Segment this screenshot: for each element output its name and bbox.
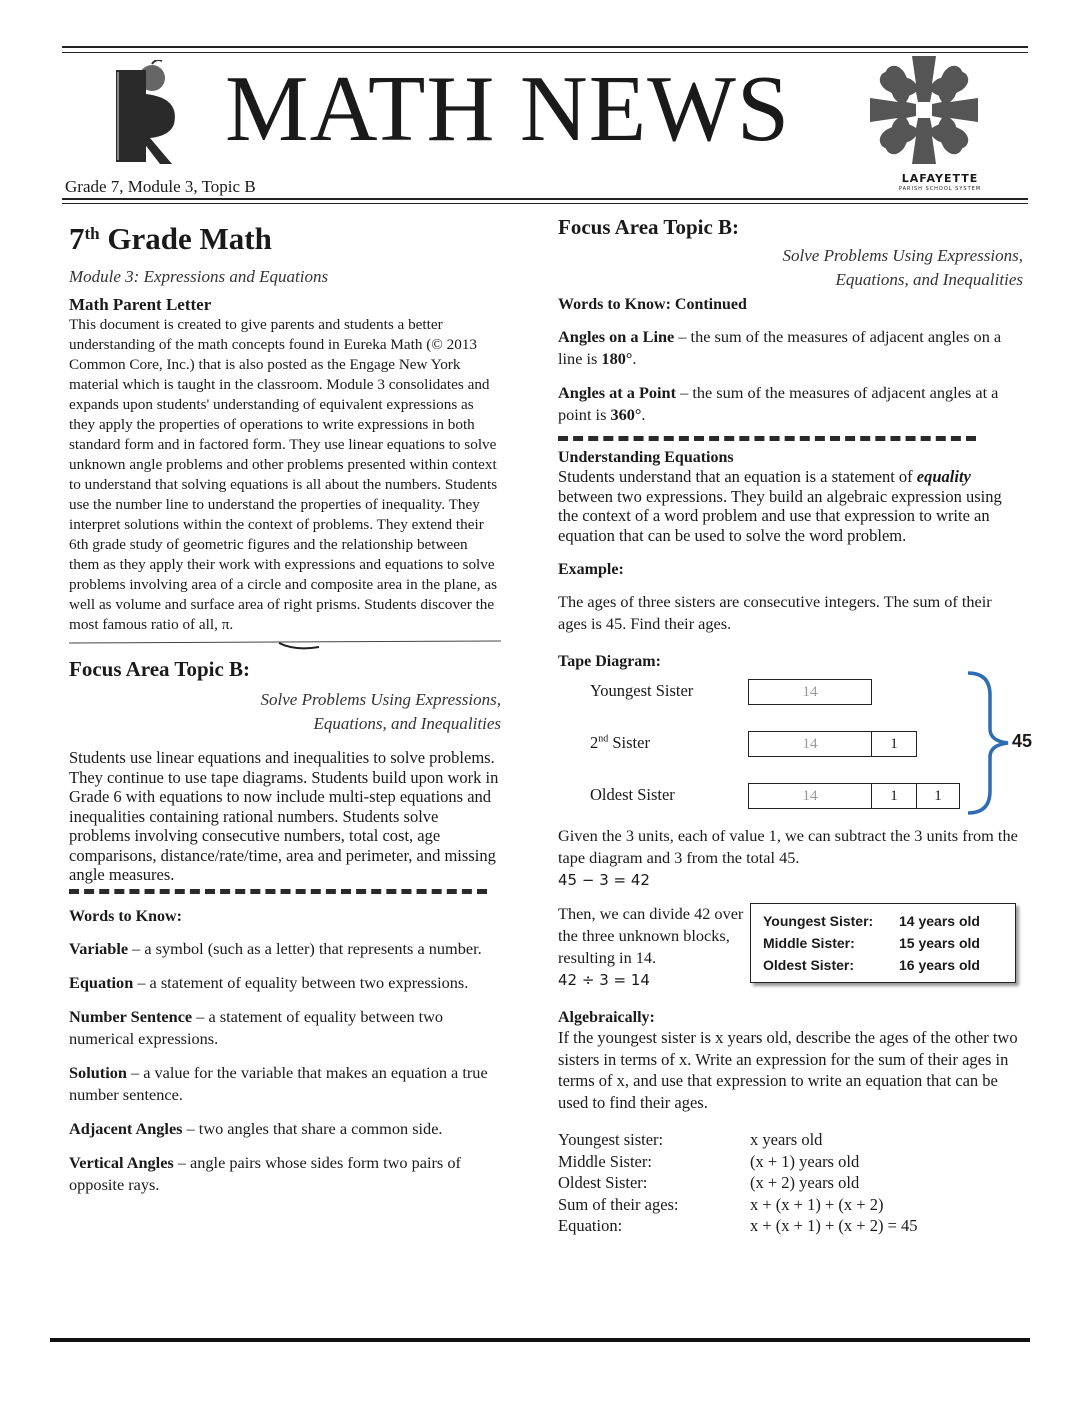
- term-name: Variable: [69, 938, 129, 958]
- alg-label: Youngest sister:: [558, 1130, 664, 1149]
- terms-list: [69, 938, 501, 1196]
- grade-module-topic: Grade 7, Module 3, Topic B: [65, 177, 256, 196]
- grade-suffix: th: [84, 224, 100, 243]
- alg-row: [558, 1129, 1023, 1151]
- term-definition: – a value for the variable that makes an equation a true number sentence.: [69, 1062, 488, 1104]
- tape-label-youngest: Youngest Sister: [590, 681, 694, 700]
- understanding-post: between two expressions. They build an algebraic expression using the context of a word problem and use that expression to write an equation that can be used to solve the word problem.: [558, 486, 1002, 545]
- district-name: [880, 172, 1000, 192]
- term-name: Number Sentence: [69, 1006, 193, 1026]
- term-definition: – two angles that share a common side.: [182, 1118, 443, 1138]
- alg-expression: x + (x + 1) + (x + 2): [750, 1194, 884, 1214]
- focus-heading-left: Focus Area Topic B:: [69, 657, 251, 682]
- grade-title: [69, 220, 501, 257]
- alg-rows: [558, 1129, 1023, 1237]
- tape-cell: 1: [916, 783, 960, 809]
- tape-label-oldest: Oldest Sister: [590, 785, 675, 804]
- alg-expression: (x + 1) years old: [750, 1151, 860, 1171]
- grade-title-text: Grade Math: [99, 221, 272, 256]
- understanding-heading: Understanding Equations: [558, 449, 734, 466]
- alg-label: Sum of their ages:: [558, 1194, 679, 1214]
- bottom-rule: [50, 1338, 1030, 1342]
- understanding-body: [558, 467, 1023, 545]
- term-item: [69, 1118, 501, 1140]
- parent-letter-body: This document is created to give parents and students a better understanding of the math concepts found in Eureka Math (© 2013 Common Core, Inc.) that is also posted as the Engage New York material which is taught in the classroom. Module 3 consolidates and expands upon students' understanding of equivalent expressions as they apply the properties of operations to write expressions in both standard form and in factored form. They use linear equations to solve unknown angle problems and other problems presented within context to understand that solving equations is all about the numbers. Students use the number line to understand the properties of inequality. They interpret solutions within the context of problems. They extend their 6th grade study of geometric figures and the relationship between them as they apply their work with expressions and equations to solve problems involving area of a circle and composite area in the plane, as well as volume and surface area of right prisms. Students discover the most famous ratio of all, π.: [69, 316, 498, 634]
- age-value: 14 years old: [899, 913, 980, 929]
- age-row: [763, 932, 1003, 954]
- angles-point-def: – the sum of the measures of adjacent angles at a point is: [558, 383, 999, 424]
- tape-heading: Tape Diagram:: [558, 653, 661, 670]
- header-rule-thin: [62, 203, 1028, 204]
- masthead-title: MATH NEWS: [225, 57, 791, 161]
- top-rule-thin: [62, 52, 1028, 53]
- focus-heading-right: Focus Area Topic B:: [558, 215, 740, 239]
- district-sub-text: PARISH SCHOOL SYSTEM: [898, 186, 982, 192]
- angles-point-term-name: Angles at a Point: [558, 383, 677, 402]
- angles-line-def: – the sum of the measures of adjacent angles on a line is: [558, 327, 1002, 368]
- alg-row: [558, 1172, 1023, 1194]
- lafayette-cross-logo-icon: [868, 54, 980, 166]
- dashed-divider-left: [69, 889, 487, 894]
- then-equation: 42 ÷ 3 = 14: [558, 971, 650, 989]
- given-text: Given the 3 units, each of value 1, we can subtract the 3 units from the tape diagram and 3 from the total 45.: [558, 826, 1018, 867]
- header-rule: [62, 198, 1028, 200]
- angles-line-value: 180°: [601, 349, 633, 368]
- alg-expression: (x + 2) years old: [750, 1173, 860, 1192]
- words-continued-heading: Words to Know: Continued: [558, 296, 747, 313]
- focus-sub1-left: Solve Problems Using Expressions,: [260, 690, 501, 710]
- given-equation: 45 − 3 = 42: [558, 871, 650, 889]
- tape-total: 45: [1012, 731, 1033, 751]
- left-column: [69, 220, 501, 1196]
- alg-expression: x + (x + 1) + (x + 2) = 45: [750, 1216, 918, 1235]
- term-name: Solution: [69, 1062, 127, 1082]
- focus-sub2-right: Equations, and Inequalities: [835, 270, 1023, 289]
- ages-list: [763, 910, 1003, 976]
- ages-answer-box: [750, 903, 1016, 983]
- right-column: [558, 215, 1033, 1237]
- flourish-divider-icon: [69, 637, 501, 657]
- angles-point-value: 360°: [610, 405, 642, 424]
- angles-line-term-name: Angles on a Line: [558, 327, 675, 346]
- term-item: [69, 1062, 501, 1106]
- term-name: Vertical Angles: [69, 1152, 174, 1172]
- grade-number: 7: [69, 221, 85, 256]
- angles-point-term: Angles at a Point – the sum of the measures of adjacent angles at a point is 360°.: [558, 383, 999, 424]
- angles-line-term: Angles on a Line – the sum of the measures of adjacent angles on a line is 180°.: [558, 327, 1002, 368]
- then-text: Then, we can divide 42 over the three unknown blocks, resulting in 14.: [558, 904, 744, 967]
- top-rule: [62, 46, 1028, 48]
- understanding-em: equality: [916, 467, 971, 486]
- term-definition: – a statement of equality between two numerical expressions.: [69, 1006, 444, 1048]
- term-item: [69, 1006, 501, 1050]
- tape-cell: 14: [748, 783, 872, 809]
- tape-diagram: [558, 675, 1033, 815]
- focus-sub1-right: Solve Problems Using Expressions,: [782, 246, 1023, 265]
- alg-heading: Algebraically:: [558, 1009, 655, 1026]
- alg-label: Equation:: [558, 1216, 623, 1235]
- school-r-logo-icon: [108, 60, 188, 170]
- alg-body: If the youngest sister is x years old, describe the ages of the other two sisters in terms of x. Write an expression for the sum of their ages in terms of x, and use that expression to write an equation that can be used to find their ages.: [558, 1028, 1018, 1112]
- tape-label-second: 2nd Sister: [590, 733, 650, 752]
- alg-label: Middle Sister:: [558, 1151, 652, 1171]
- term-item: [69, 1152, 501, 1196]
- tape-cell: 14: [748, 731, 872, 757]
- example-body: The ages of three sisters are consecutive integers. The sum of their ages is 45. Find their ages.: [558, 592, 992, 633]
- term-item: [69, 938, 501, 960]
- tape-cell: 14: [748, 679, 872, 705]
- age-row: [763, 954, 1003, 976]
- understanding-pre: Students understand that an equation is a statement of: [558, 467, 917, 486]
- age-value: 16 years old: [899, 957, 980, 973]
- term-definition: – a symbol (such as a letter) that represents a number.: [128, 938, 482, 958]
- words-heading: Words to Know:: [69, 907, 182, 925]
- term-name: Equation: [69, 972, 134, 992]
- example-heading: Example:: [558, 561, 624, 578]
- alg-row: [558, 1151, 1023, 1173]
- term-item: [69, 972, 501, 994]
- age-who: Oldest Sister:: [763, 957, 855, 973]
- tape-cell: 1: [871, 783, 917, 809]
- term-definition: – a statement of equality between two expressions.: [133, 972, 469, 992]
- age-value: 15 years old: [899, 935, 980, 951]
- age-who: Middle Sister:: [763, 935, 855, 951]
- dashed-divider-right: [558, 436, 976, 441]
- district-name-text: LAFAYETTE: [901, 172, 979, 185]
- alg-row: [558, 1194, 1023, 1216]
- term-definition: – angle pairs whose sides form two pairs of opposite rays.: [69, 1152, 461, 1194]
- age-who: Youngest Sister:: [763, 913, 874, 929]
- focus-sub2-left: Equations, and Inequalities: [313, 714, 501, 734]
- term-name: Adjacent Angles: [69, 1118, 183, 1138]
- divide-section: [558, 903, 1023, 1007]
- alg-label: Oldest Sister:: [558, 1173, 648, 1192]
- parent-letter-heading: Math Parent Letter: [69, 295, 212, 315]
- focus-body-left: Students use linear equations and inequalities to solve problems. They continue to use tape diagrams. Students build upon work in Grade 6 with equations to now include multi-step equations and inequalities containing rational numbers. Students solve problems involving consecutive numbers, total cost, age comparisons, distance/rate/time, area and perimeter, and missing angle measures.: [69, 748, 499, 885]
- module-title: Module 3: Expressions and Equations: [69, 267, 329, 287]
- age-row: [763, 910, 1003, 932]
- alg-row: [558, 1215, 1023, 1237]
- alg-expression: x years old: [750, 1130, 823, 1149]
- tape-cell: 1: [871, 731, 917, 757]
